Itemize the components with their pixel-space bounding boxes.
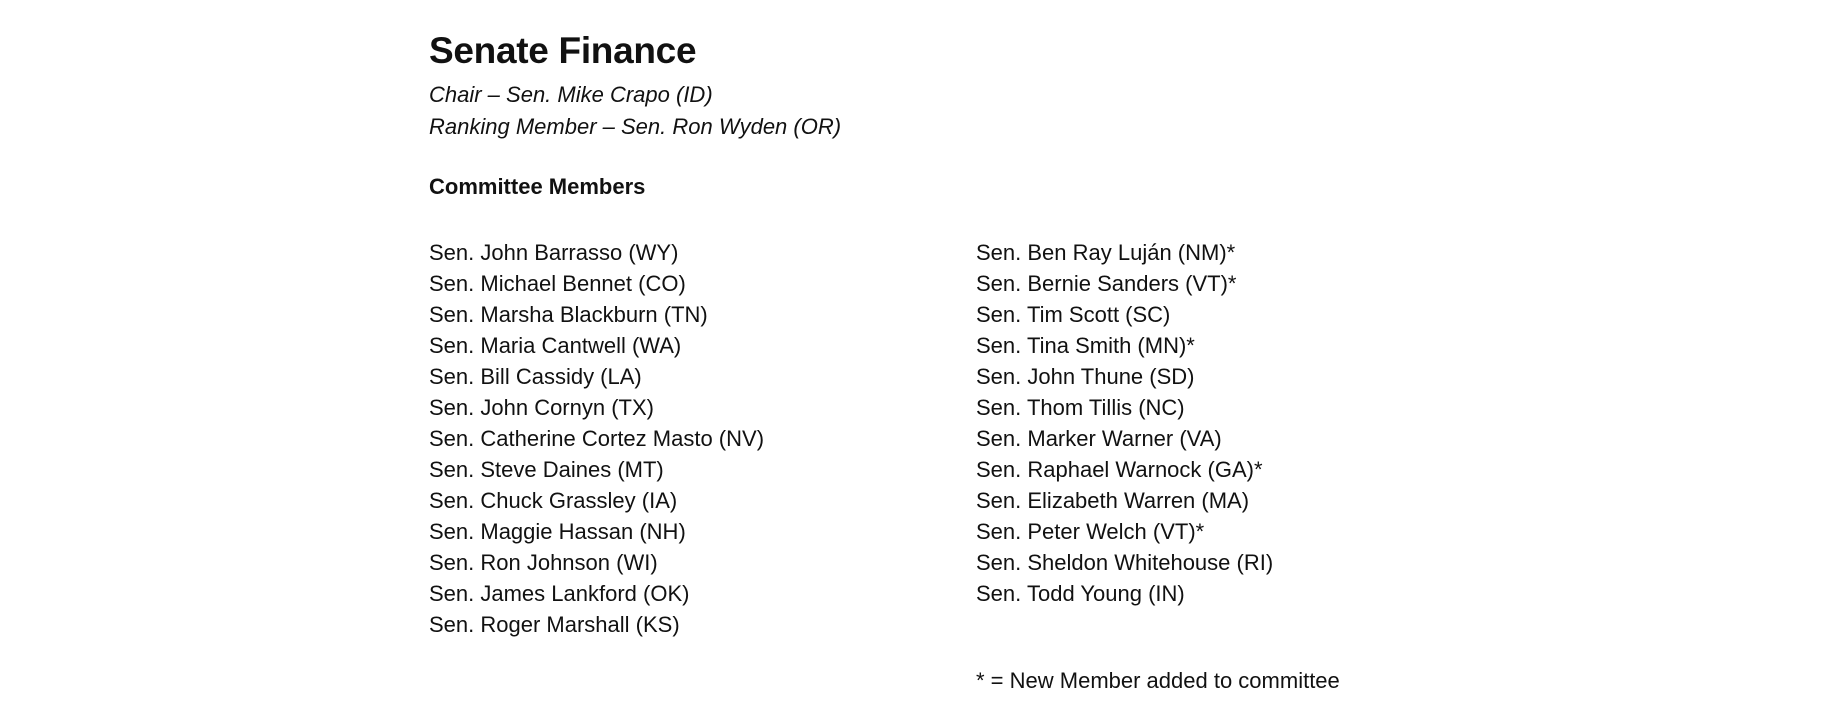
chair-line: Chair – Sen. Mike Crapo (ID) — [429, 82, 713, 107]
page-title: Senate Finance — [429, 30, 697, 71]
list-item: Sen. John Cornyn (TX) — [429, 395, 654, 420]
list-item: Sen. Catherine Cortez Masto (NV) — [429, 426, 765, 451]
list-item: Sen. John Thune (SD) — [976, 364, 1195, 389]
list-item: Sen. Roger Marshall (KS) — [429, 612, 680, 637]
new-member-footnote: * = New Member added to committee — [976, 668, 1340, 693]
list-item: Sen. Chuck Grassley (IA) — [429, 488, 678, 513]
list-item: Sen. Maggie Hassan (NH) — [429, 519, 686, 544]
member-list-right — [976, 237, 1273, 609]
list-item: Sen. Tina Smith (MN)* — [976, 333, 1195, 358]
list-item: Sen. Tim Scott (SC) — [976, 302, 1171, 327]
ranking-member-line: Ranking Member – Sen. Ron Wyden (OR) — [429, 114, 842, 139]
member-list-left — [429, 237, 764, 640]
list-item: Sen. Bill Cassidy (LA) — [429, 364, 642, 389]
list-item: Sen. Bernie Sanders (VT)* — [976, 271, 1237, 296]
list-item: Sen. Sheldon Whitehouse (RI) — [976, 550, 1274, 575]
list-item: Sen. John Barrasso (WY) — [429, 240, 679, 265]
list-item: Sen. Ron Johnson (WI) — [429, 550, 658, 575]
list-item: Sen. Marker Warner (VA) — [976, 426, 1222, 451]
list-item: Sen. Steve Daines (MT) — [429, 457, 664, 482]
list-item: Sen. Marsha Blackburn (TN) — [429, 302, 708, 327]
list-item: Sen. Elizabeth Warren (MA) — [976, 488, 1250, 513]
list-item: Sen. Thom Tillis (NC) — [976, 395, 1185, 420]
list-item: Sen. Peter Welch (VT)* — [976, 519, 1205, 544]
committee-members-heading: Committee Members — [429, 174, 646, 199]
list-item: Sen. Maria Cantwell (WA) — [429, 333, 682, 358]
list-item: Sen. James Lankford (OK) — [429, 581, 690, 606]
list-item: Sen. Ben Ray Luján (NM)* — [976, 240, 1236, 265]
list-item: Sen. Michael Bennet (CO) — [429, 271, 686, 296]
list-item: Sen. Todd Young (IN) — [976, 581, 1185, 606]
list-item: Sen. Raphael Warnock (GA)* — [976, 457, 1263, 482]
